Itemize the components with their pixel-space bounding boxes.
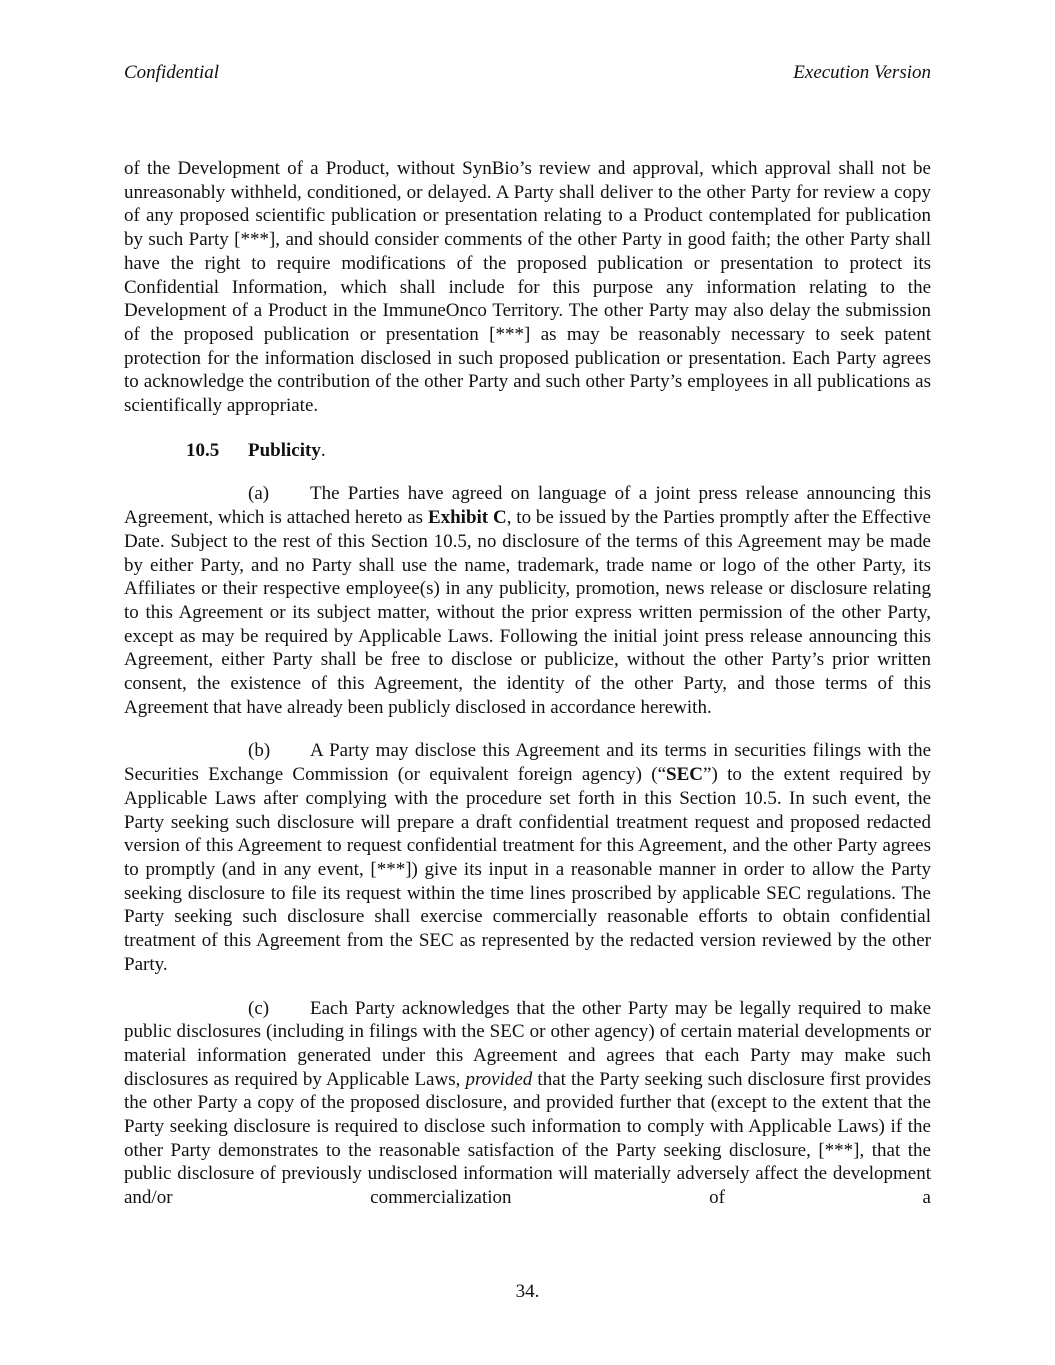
sec-term: SEC xyxy=(666,764,704,786)
page-header xyxy=(124,62,931,88)
section-title-period: . xyxy=(320,439,326,461)
subsection-a-text-2: , to be issued by the Parties promptly after the Effective Date. Subject to the rest of this Section 10.5, no disclosure of the terms of this Agreement may be made by either Party, and no Party shall use the name, trademark, trade name or logo of the other Party, its Affiliates or their respective employee(s) in any publicity, promotion, news release or disclosure relating to this Agreement or its subject matter, without the prior express written permission of the other Party, except as may be required by Applicable Laws. Following the initial joint press release announcing this Agreement, either Party shall be free to disclose or publicize, without the other Party’s prior written consent, the existence of this Agreement, the identity of the other Party, and those terms of this Agreement that have already been publicly disclosed in accordance herewith. xyxy=(124,507,931,718)
continuation-paragraph: of the Development of a Product, without SynBio’s review and approval, which approval shall not be unreasonably withheld, conditioned, or delayed. A Party shall deliver to the other Party for review a copy of any proposed scientific publication or presentation relating to a Product contemplated for publication by such Party [***], and should consider comments of the other Party in good faith; the other Party shall have the right to require modifications of the proposed publication or presentation to protect its Confidential Information, which shall include for this purpose any information relating to the Development of a Product in the ImmuneOnco Territory. The other Party may also delay the submission of the proposed publication or presentation [***] as may be reasonably necessary to seek patent protection for the information disclosed in such proposed publication or presentation. Each Party agrees to acknowledge the contribution of the other Party and such other Party’s employees in all publications as scientifically appropriate. xyxy=(124,158,931,417)
subsection-b-label: (b) xyxy=(248,740,271,762)
subsection-b-text-1: A Party may disclose this Agreement and its terms in securities filings with the Securities Exchange Commission (or equivalent foreign agency) (“ xyxy=(124,740,931,786)
confidential-label: Confidential xyxy=(124,62,219,83)
subsection-a-text-1: The Parties have agreed on language of a joint press release announcing this Agreement, which is attached hereto as xyxy=(124,483,931,529)
subsection-c-label: (c) xyxy=(248,997,270,1019)
subsection-c-text-1: Each Party acknowledges that the other Party may be legally required to make public disclosures (including in filings with the SEC or other agency) of certain material developments or material information generated under this Agreement and agrees that each Party may make such disclosures as required by Applicable Laws, xyxy=(124,997,931,1090)
subsection-b xyxy=(124,739,931,976)
document-body xyxy=(124,157,931,1230)
execution-version-label: Execution Version xyxy=(793,62,931,83)
subsection-b-text-2: ”) to the extent required by Applicable Laws after complying with the procedure set forth in this Section 10.5. In such event, the Party seeking such disclosure will prepare a draft confidential treatment request and proposed redacted version of this Agreement to request confidential treatment for this Agreement, and the other Party agrees to promptly (and in any event, [***]) give its input in a reasonable manner in order to allow the Party seeking disclosure to file its request within the time lines proscribed by applicable SEC regulations. The Party seeking such disclosure shall exercise commercially reasonable efforts to obtain confidential treatment of this Agreement from the SEC as represented by the redacted version reviewed by the other Party. xyxy=(124,764,931,975)
section-heading xyxy=(186,439,931,463)
subsection-c xyxy=(124,997,931,1210)
section-number: 10.5 xyxy=(186,439,220,461)
subsection-c-text-2: that the Party seeking such disclosure first provides the other Party a copy of the proposed disclosure, and provided further that (except to the extent that the Party seeking disclosure is required to disclose such information to comply with Applicable Laws) if the other Party demonstrates to the reasonable satisfaction of the Party seeking disclosure, [***], that the public disclosure of previously undisclosed information will materially adversely affect the development and/or commercialization of a xyxy=(124,1068,931,1209)
page-number: 34. xyxy=(515,1281,540,1302)
provided-term: provided xyxy=(465,1068,533,1090)
section-title: Publicity xyxy=(248,439,321,461)
exhibit-c-term: Exhibit C xyxy=(427,507,507,529)
subsection-a xyxy=(124,482,931,719)
subsection-a-label: (a) xyxy=(248,483,270,505)
